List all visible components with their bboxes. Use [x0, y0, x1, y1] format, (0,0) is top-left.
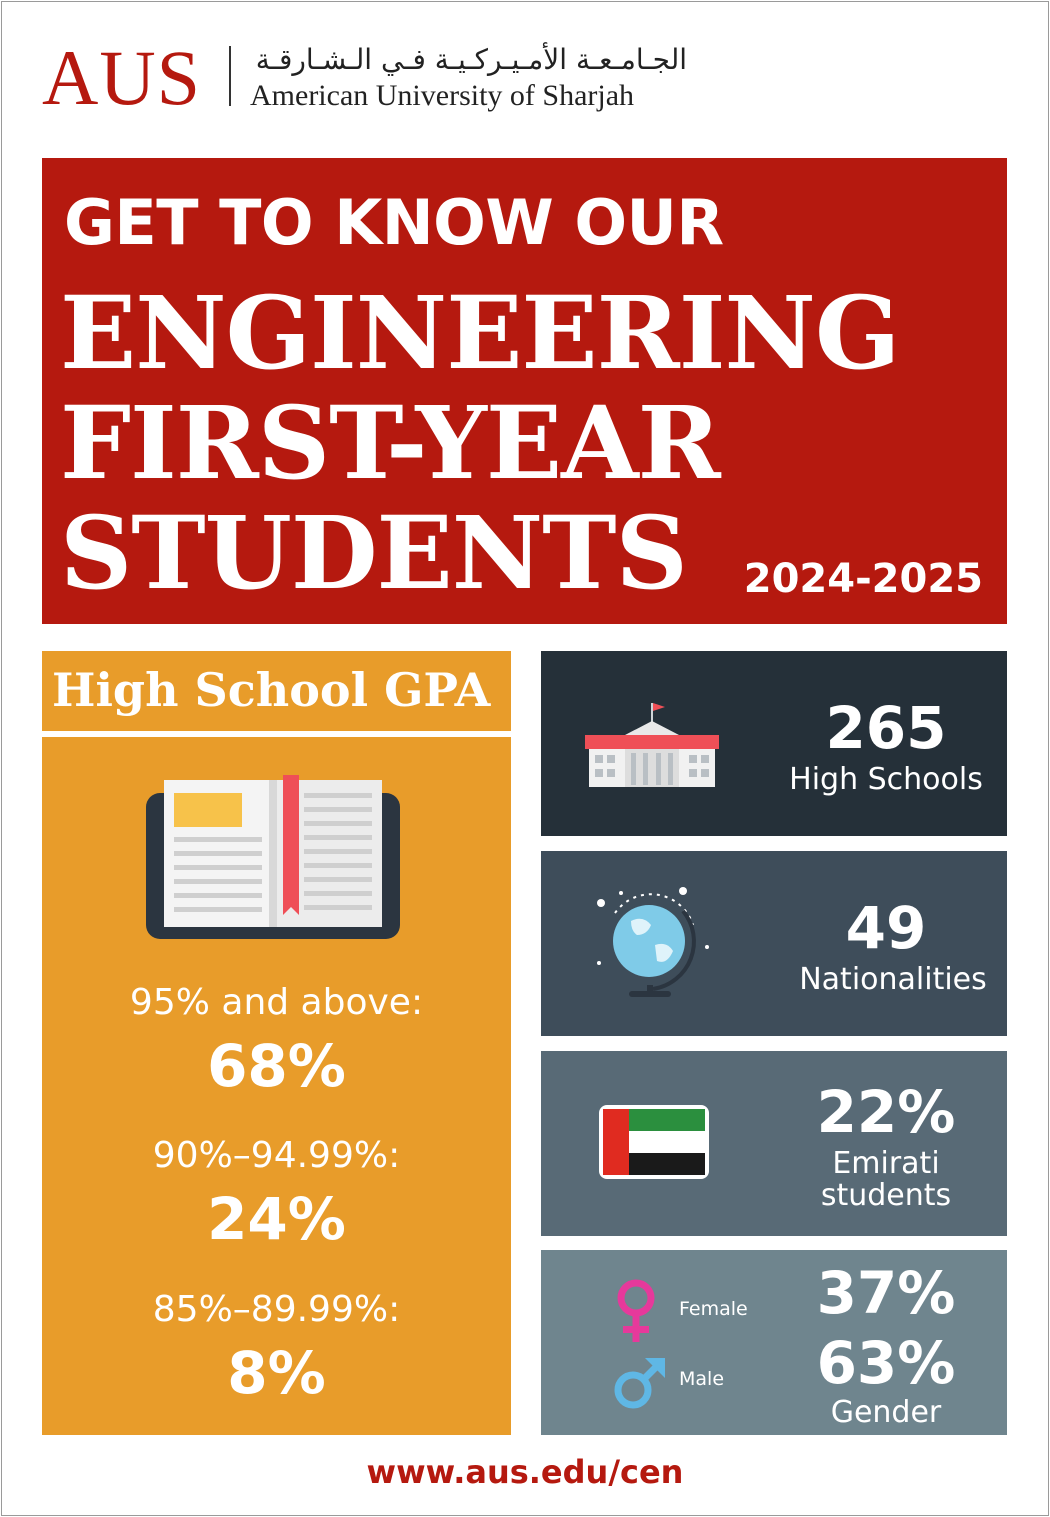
- stat-nationalities: [541, 851, 1007, 1036]
- gpa-heading: High School GPA: [52, 663, 491, 717]
- gpa-value-95: 68%: [207, 1032, 346, 1100]
- gender-label: Gender: [830, 1395, 942, 1430]
- female-label: Female: [679, 1298, 748, 1320]
- female-percent: 37%: [816, 1259, 956, 1327]
- gpa-value-85: 8%: [227, 1339, 326, 1407]
- stat-high-schools: [541, 651, 1007, 836]
- uae-flag-icon: [599, 1105, 709, 1179]
- globe-icon: [593, 885, 713, 999]
- title-students: STUDENTS: [60, 494, 687, 612]
- stat-gender: [541, 1250, 1007, 1435]
- gpa-label-90: 90%–94.99%:: [152, 1135, 401, 1176]
- nationalities-count: 49: [845, 894, 927, 962]
- nationalities-label: Nationalities: [799, 962, 987, 997]
- school-building-icon: [585, 701, 719, 789]
- high-schools-count: 265: [825, 694, 947, 762]
- aus-logo: AUS: [42, 34, 202, 121]
- open-book-icon: [142, 775, 404, 943]
- emirati-percent: 22%: [816, 1078, 956, 1146]
- male-percent: 63%: [816, 1329, 956, 1397]
- gpa-value-90: 24%: [207, 1185, 346, 1253]
- emirati-label-line2: students: [820, 1178, 952, 1213]
- male-label: Male: [679, 1368, 725, 1390]
- logo-divider: [229, 46, 231, 106]
- male-symbol-icon: [613, 1354, 669, 1410]
- university-name-arabic: الجـامـعـة الأمـيـركـيـة فـي الـشـارقـة: [255, 43, 687, 76]
- female-symbol-icon: [613, 1278, 659, 1344]
- emirati-label-line1: Emirati: [832, 1146, 940, 1181]
- title-first-year: FIRST-YEAR: [60, 384, 720, 502]
- title-intro: GET TO KNOW OUR: [64, 186, 724, 259]
- title-panel: [42, 158, 1007, 624]
- title-engineering: ENGINEERING: [60, 274, 900, 392]
- university-name-english: American University of Sharjah: [250, 79, 635, 112]
- stat-emirati: [541, 1051, 1007, 1236]
- gpa-heading-box: [42, 651, 511, 731]
- academic-year: 2024-2025: [743, 556, 983, 602]
- gpa-label-95: 95% and above:: [129, 982, 424, 1023]
- gpa-panel: [42, 737, 511, 1435]
- footer-website-link[interactable]: www.aus.edu/cen: [366, 1453, 684, 1491]
- high-schools-label: High Schools: [789, 762, 983, 797]
- gpa-label-85: 85%–89.99%:: [152, 1289, 401, 1330]
